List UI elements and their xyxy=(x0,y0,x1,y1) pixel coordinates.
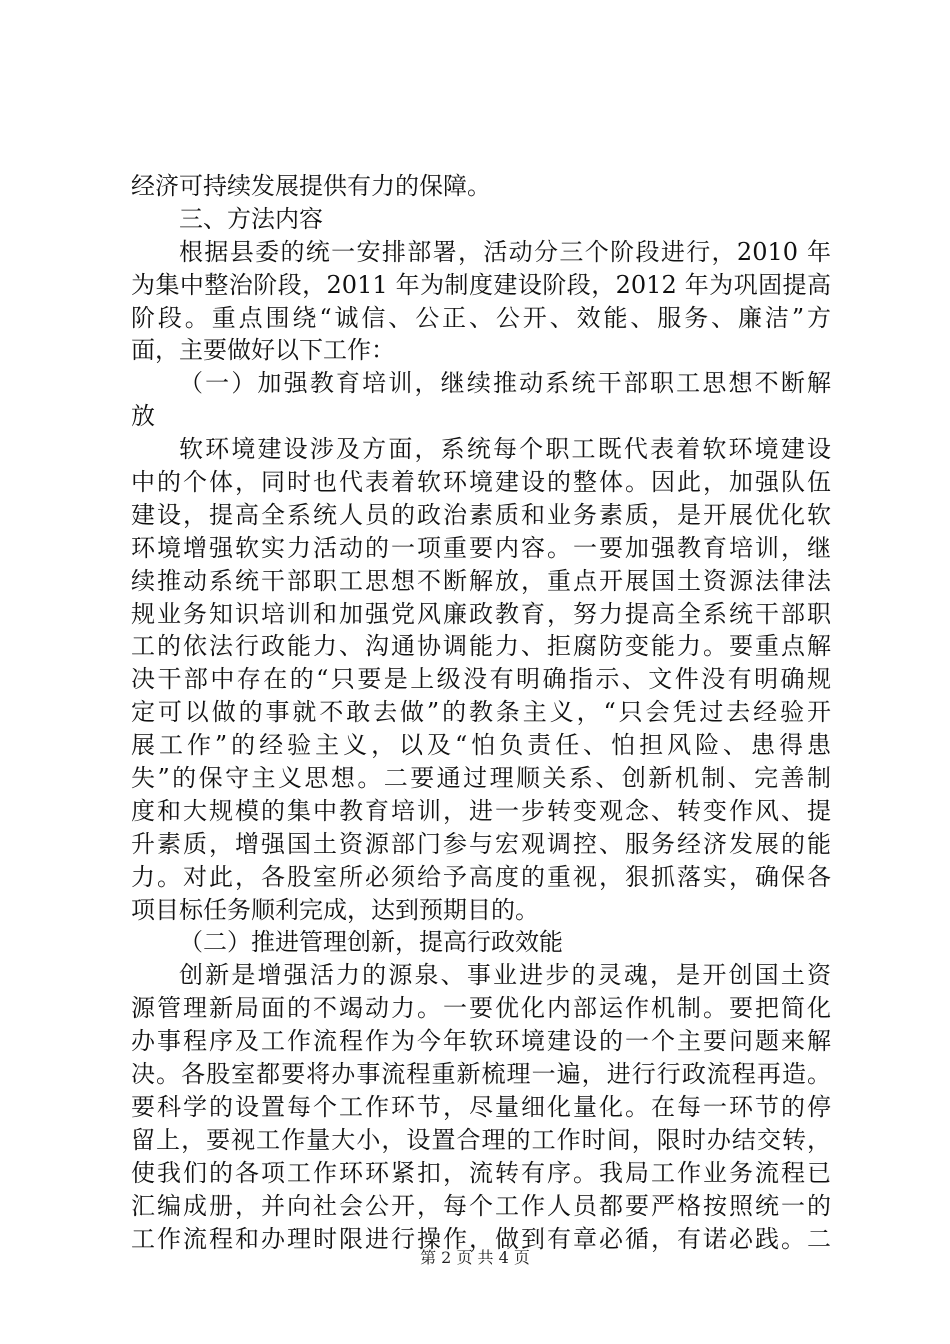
text-line: 阶段。重点围绕“诚信、公正、公开、效能、服务、廉洁”方 xyxy=(131,303,831,332)
text-line: 建设，提高全系统人员的政治素质和业务素质，是开展优化软 xyxy=(131,500,831,529)
text-line: 办事程序及工作流程作为今年软环境建设的一个主要问题来解 xyxy=(131,1027,831,1056)
text-line: 留上，要视工作量大小，设置合理的工作时间，限时办结交转， xyxy=(131,1125,831,1154)
text-line: 工作流程和办理时限进行操作，做到有章必循，有诺必践。二 xyxy=(131,1224,831,1253)
text-line: 根据县委的统一安排部署，活动分三个阶段进行，2010 年 xyxy=(179,237,831,266)
text-line: （二）推进管理创新，提高行政效能 xyxy=(179,928,563,957)
text-line: 源管理新局面的不竭动力。一要优化内部运作机制。要把简化 xyxy=(131,994,831,1023)
text-line: 要科学的设置每个工作环节，尽量细化量化。在每一环节的停 xyxy=(131,1092,831,1121)
text-line: 面，主要做好以下工作： xyxy=(131,336,395,365)
text-line: 汇编成册，并向社会公开，每个工作人员都要严格按照统一的 xyxy=(131,1191,831,1220)
text-line: 工的依法行政能力、沟通协调能力、拒腐防变能力。要重点解 xyxy=(131,632,831,661)
text-line: 为集中整治阶段，2011 年为制度建设阶段，2012 年为巩固提高 xyxy=(131,270,831,299)
text-line: 软环境建设涉及方面，系统每个职工既代表着软环境建设 xyxy=(179,435,831,464)
text-line: 项目标任务顺利完成，达到预期目的。 xyxy=(131,895,539,924)
text-line: 展工作”的经验主义，以及“怕负责任、怕担风险、患得患 xyxy=(131,731,831,760)
text-line: 环境增强软实力活动的一项重要内容。一要加强教育培训，继 xyxy=(131,533,831,562)
text-line: 使我们的各项工作环环紧扣，流转有序。我局工作业务流程已 xyxy=(131,1158,831,1187)
text-line: 三、方法内容 xyxy=(179,204,323,233)
text-line: 力。对此，各股室所必须给予高度的重视，狠抓落实，确保各 xyxy=(131,862,831,891)
page-number-label: 第 2 页 共 4 页 xyxy=(420,1248,530,1267)
text-line: 规业务知识培训和加强党风廉政教育，努力提高全系统干部职 xyxy=(131,599,831,628)
text-line: 续推动系统干部职工思想不断解放，重点开展国土资源法律法 xyxy=(131,566,831,595)
text-line: 度和大规模的集中教育培训，进一步转变观念、转变作风、提 xyxy=(131,796,831,825)
text-line: 创新是增强活力的源泉、事业进步的灵魂，是开创国土资 xyxy=(179,961,831,990)
page-footer xyxy=(0,1248,950,1268)
text-line: 决。各股室都要将办事流程重新梳理一遍，进行行政流程再造。 xyxy=(131,1060,831,1089)
text-line: 升素质，增强国土资源部门参与宏观调控、服务经济发展的能 xyxy=(131,829,831,858)
text-line: 定可以做的事就不敢去做”的教条主义，“只会凭过去经验开 xyxy=(131,698,831,727)
text-line: 放 xyxy=(131,402,155,431)
text-line: （一）加强教育培训，继续推动系统干部职工思想不断解 xyxy=(179,369,831,398)
text-line: 决干部中存在的“只要是上级没有明确指示、文件没有明确规 xyxy=(131,665,831,694)
text-line: 中的个体，同时也代表着软环境建设的整体。因此，加强队伍 xyxy=(131,468,831,497)
text-line: 失”的保守主义思想。二要通过理顺关系、创新机制、完善制 xyxy=(131,764,831,793)
text-line: 经济可持续发展提供有力的保障。 xyxy=(131,172,491,200)
document-body xyxy=(131,170,831,1255)
